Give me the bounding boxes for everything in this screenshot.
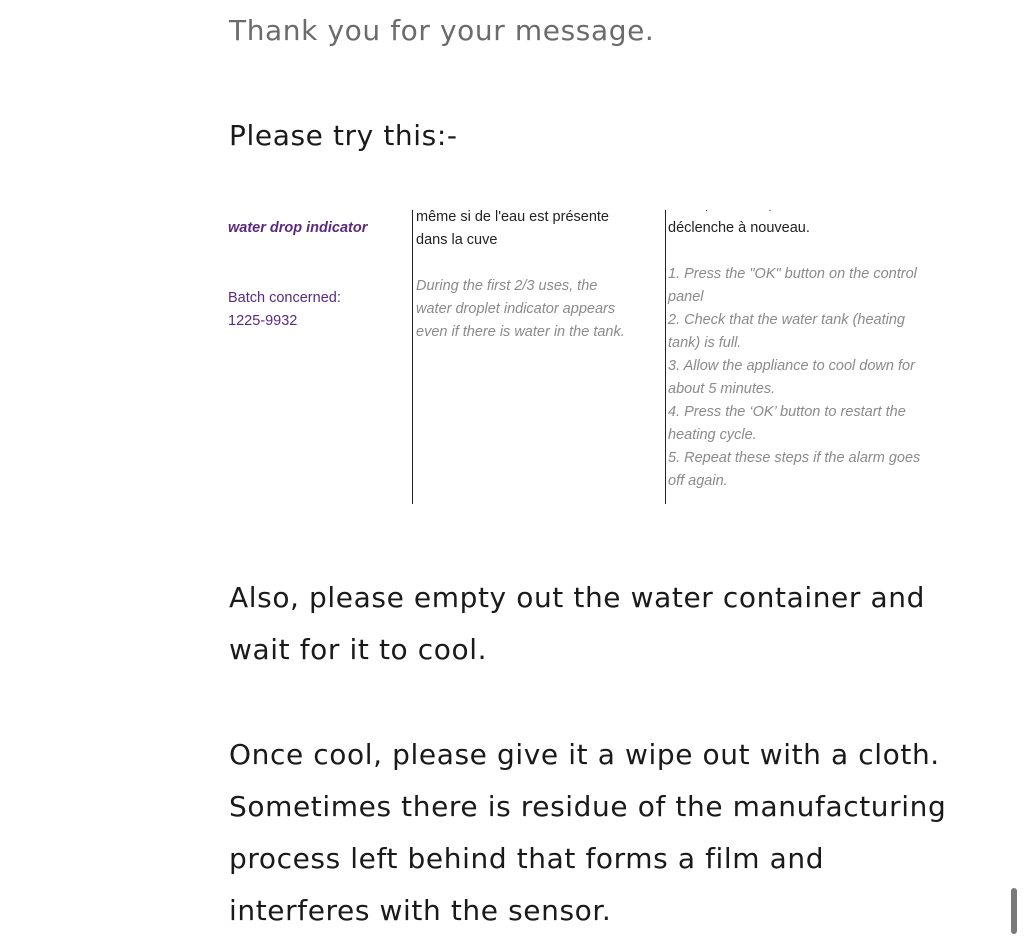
step-line-10: off again. (668, 473, 728, 489)
step-line-6: about 5 minutes. (668, 381, 776, 397)
step-line-5: 3. Allow the appliance to cool down for (668, 358, 915, 374)
scrollbar-thumb[interactable] (1011, 888, 1017, 934)
column-divider-2 (665, 210, 666, 504)
step-line-9: 5. Repeat these steps if the alarm goes (668, 450, 921, 466)
once-line-2: Sometimes there is residue of the manufacturing (229, 790, 947, 823)
french-line-2: dans la cuve (416, 232, 498, 248)
empty-container-paragraph (229, 572, 925, 676)
step-line-3: 2. Check that the water tank (heating (668, 312, 905, 328)
batch-value: 1225-9932 (228, 313, 298, 329)
step-line-8: heating cycle. (668, 427, 757, 443)
once-line-1: Once cool, please give it a wipe out with a cloth. (229, 738, 940, 771)
dots-decoration: ·· (705, 205, 832, 216)
column-divider-1 (412, 210, 413, 504)
also-line-2: wait for it to cool. (229, 633, 488, 666)
batch-label: Batch concerned: (228, 290, 341, 306)
step-line-2: panel (668, 289, 704, 305)
greeting-text: Thank you for your message. (229, 14, 655, 47)
wipe-out-paragraph (229, 729, 946, 937)
english-line-1: During the first 2/3 uses, the (416, 278, 598, 294)
try-this-text: Please try this:- (229, 119, 458, 152)
also-line-1: Also, please empty out the water container and (229, 581, 925, 614)
french-right-text: déclenche à nouveau. (668, 220, 810, 236)
english-line-3: even if there is water in the tank. (416, 324, 625, 340)
once-line-3: process left behind that forms a film and (229, 842, 825, 875)
french-line-1: même si de l'eau est présente (416, 209, 609, 225)
step-line-1: 1. Press the "OK" button on the control (668, 266, 917, 282)
once-line-4: interferes with the sensor. (229, 894, 612, 927)
embedded-table-image (225, 205, 965, 505)
indicator-label: water drop indicator (228, 220, 368, 236)
step-line-7: 4. Press the ‘OK’ button to restart the (668, 404, 906, 420)
english-line-2: water droplet indicator appears (416, 301, 616, 317)
step-line-4: tank) is full. (668, 335, 742, 351)
